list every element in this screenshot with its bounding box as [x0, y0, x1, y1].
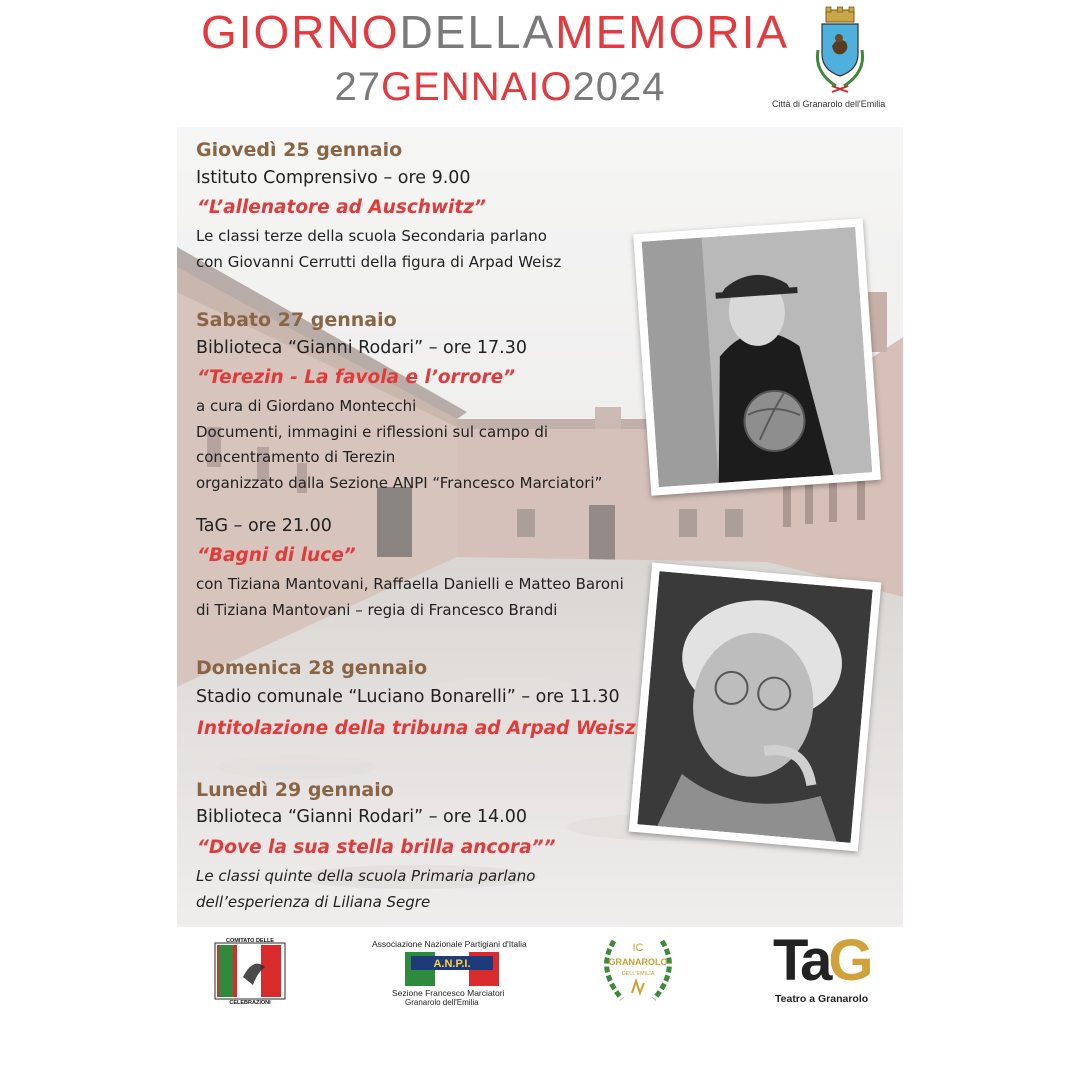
event-date-domenica: Domenica 28 gennaio [196, 657, 428, 679]
title-part-memoria: MEMORIA [555, 6, 790, 58]
event-title: “Dove la sua stella brilla ancora”” [197, 837, 556, 858]
event-description-line: Le classi terze della scuola Secondaria parlano [196, 227, 547, 245]
ic-label: IC [632, 942, 644, 954]
anpi-association-name: Associazione Nazionale Partigiani d'Italia [372, 939, 527, 949]
tricolor-flag-icon [213, 937, 287, 1005]
ic-school-name: GRANAROLO [608, 957, 668, 967]
event-place: Biblioteca “Gianni Rodari” – ore 14.00 [196, 807, 527, 827]
event-title: “Bagni di luce” [197, 545, 356, 566]
portrait-photo-arpad-weisz [633, 218, 881, 495]
event-title: “Terezin - La favola e l’orrore” [197, 367, 516, 388]
event-title: Intitolazione della tribuna ad Arpad Weisz [197, 718, 636, 739]
anpi-acronym: A.N.P.I. [433, 958, 471, 970]
title-part-della: DELLA [399, 6, 556, 58]
laurel-wreath-icon [592, 933, 684, 1005]
event-place: Istituto Comprensivo – ore 9.00 [196, 168, 471, 188]
event-description-line: Le classi quinte della scuola Primaria parlano [196, 867, 536, 885]
title-part-giorno: GIORNO [200, 6, 400, 58]
event-description-line: con Giovanni Cerrutti della figura di Arpad Weisz [196, 253, 562, 271]
event-description-line: di Tiziana Mantovani – regia di Francesco Brandi [196, 601, 558, 619]
event-description-line: organizzato dalla Sezione ANPI “Francesco Marciatori” [196, 474, 603, 492]
portrait-photo-liliana-segre [629, 562, 882, 851]
municipality-caption: Città di Granarolo dell'Emilia [772, 99, 886, 109]
ic-school-sub: DELL'EMILIA [621, 971, 655, 977]
tag-logo [773, 929, 870, 993]
event-description-line: dell’esperienza di Liliana Segre [196, 893, 431, 911]
event-place: Stadio comunale “Luciano Bonarelli” – ore 11.30 [196, 687, 620, 707]
event-place-tag: TaG – ore 21.00 [196, 516, 332, 536]
event-description-line: a cura di Giordano Montecchi [196, 397, 417, 415]
event-date-lunedi: Lunedì 29 gennaio [196, 779, 394, 801]
event-description-line: con Tiziana Mantovani, Raffaella Danielli e Matteo Baroni [196, 575, 624, 593]
anpi-logo [405, 952, 499, 986]
coat-of-arms-icon [808, 6, 872, 96]
date-day: 27 [334, 65, 382, 109]
anpi-town: Granarolo dell'Emilia [405, 998, 479, 1007]
event-title: “L’allenatore ad Auschwitz” [197, 197, 486, 218]
comitato-label-top: COMITATO DELLE [226, 938, 274, 944]
tag-subtitle: Teatro a Granarolo [775, 993, 869, 1005]
event-description-line: Documenti, immagini e riflessioni sul campo di [196, 423, 549, 441]
event-date-sabato: Sabato 27 gennaio [196, 309, 397, 331]
event-description-line: concentramento di Terezin [196, 448, 396, 466]
date-month: GENNAIO [381, 65, 573, 109]
tag-logo-ta: Ta [773, 928, 829, 993]
comitato-label-bottom: CELEBRAZIONI [229, 1000, 271, 1005]
date-year: 2024 [572, 65, 666, 109]
event-date-giovedi: Giovedì 25 gennaio [196, 139, 403, 161]
event-place: Biblioteca “Gianni Rodari” – ore 17.30 [196, 338, 527, 358]
anpi-section: Sezione Francesco Marciatori [392, 988, 505, 998]
tag-logo-g: G [828, 928, 870, 993]
